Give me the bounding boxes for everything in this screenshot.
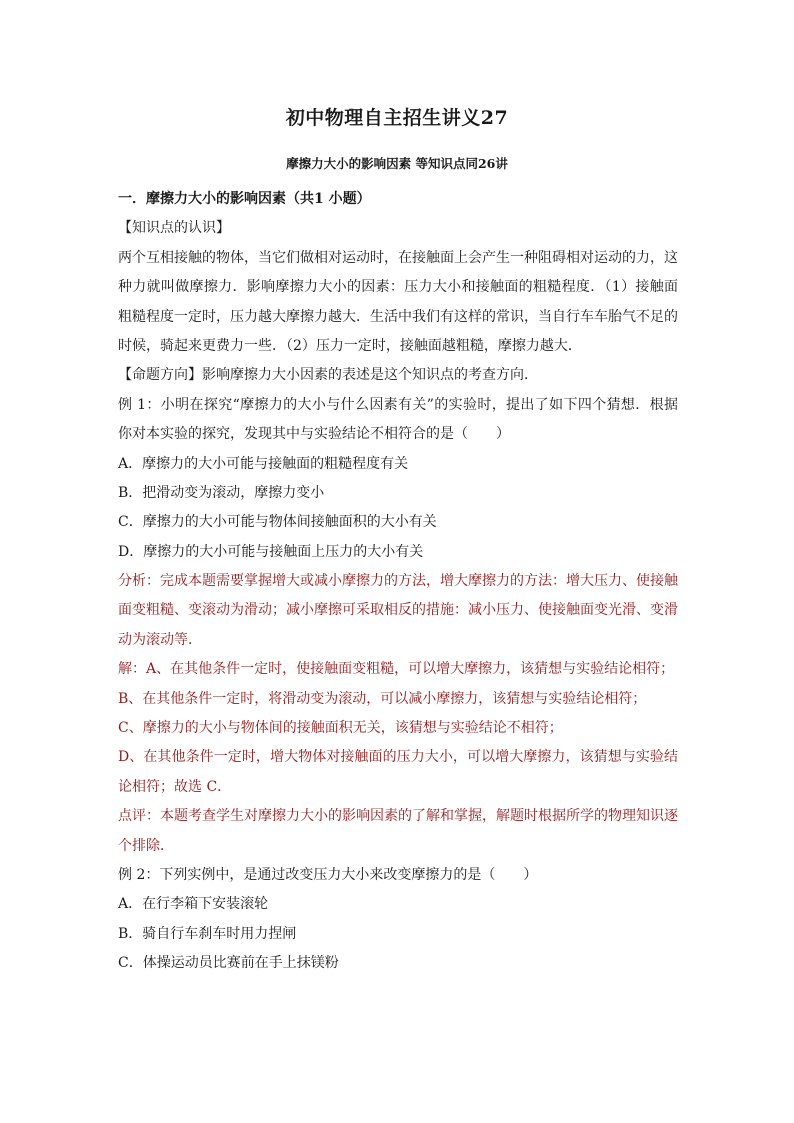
example1-solution-line: 解：A、在其他条件一定时，使接触面变粗糙，可以增大摩擦力，该猜想与实验结论相符； [118, 661, 675, 678]
document-body [118, 185, 678, 979]
example1-solution-line: 论相符；故选 C． [118, 778, 232, 795]
example1-solution-line: B、在其他条件一定时，将滑动变为滚动，可以减小摩擦力，该猜想与实验结论相符； [118, 690, 647, 707]
example2-option-b: B．骑自行车刹车时用力捏闸 [118, 925, 297, 942]
example1-analysis-line: 分析：完成本题需要掌握增大或减小摩擦力的方法，增大摩擦力的方法：增大压力、使接触 [118, 573, 678, 590]
section-heading: 一．摩擦力大小的影响因素（共1 小题） [118, 191, 371, 207]
knowledge-label: 【知识点的认识】 [118, 220, 230, 237]
knowledge-line: 粗糙程度一定时，压力越大摩擦力越大．生活中我们有这样的常识，当自行车车胎气不足的 [118, 308, 678, 325]
example2-option-c: C．体操运动员比赛前在手上抹镁粉 [118, 955, 339, 972]
example1-option-c: C．摩擦力的大小可能与物体间接触面积的大小有关 [118, 514, 437, 531]
knowledge-line: 种力就叫做摩擦力．影响摩擦力大小的因素：压力大小和接触面的粗糙程度．（1）接触面 [118, 279, 678, 296]
example1-comment-line: 点评：本题考查学生对摩擦力大小的影响因素的了解和掌握，解题时根据所学的物理知识逐 [118, 808, 678, 825]
page-subtitle: 摩擦力大小的影响因素 等知识点同26讲 [286, 156, 508, 171]
example1-solution-line: C、摩擦力的大小与物体间的接触面积无关，该猜想与实验结论不相符； [118, 720, 563, 737]
example2-question: 例 2：下列实例中，是通过改变压力大小来改变摩擦力的是（ ） [118, 866, 538, 883]
example1-comment-line: 个排除． [118, 837, 174, 854]
knowledge-line: 两个互相接触的物体，当它们做相对运动时，在接触面上会产生一种阻碍相对运动的力，这 [118, 249, 678, 266]
direction-line: 【命题方向】影响摩擦力大小因素的表述是这个知识点的考查方向． [118, 367, 538, 384]
example1-analysis-line: 面变粗糙、变滚动为滑动；减小摩擦可采取相反的措施：减小压力、使接触面变光滑、变滑 [118, 602, 678, 619]
example2-option-a: A．在行李箱下安装滚轮 [118, 896, 269, 913]
example1-question-line: 例 1：小明在探究“摩擦力的大小与什么因素有关”的实验时，提出了如下四个猜想．根据 [118, 396, 678, 413]
example1-option-a: A．摩擦力的大小可能与接触面的粗糙程度有关 [118, 455, 409, 472]
example1-option-d: D．摩擦力的大小可能与接触面上压力的大小有关 [118, 543, 424, 560]
example1-option-b: B．把滑动变为滚动，摩擦力变小 [118, 484, 325, 501]
knowledge-line: 时候，骑起来更费力一些．（2）压力一定时，接触面越粗糙，摩擦力越大． [118, 337, 582, 354]
example1-question-line: 你对本实验的探究，发现其中与实验结论不相符合的是（ ） [118, 426, 510, 443]
example1-analysis-line: 动为滚动等． [118, 631, 202, 648]
page-title: 初中物理自主招生讲义27 [285, 107, 509, 129]
example1-solution-line: D、在其他条件一定时，增大物体对接触面的压力大小，可以增大摩擦力，该猜想与实验结 [118, 749, 678, 766]
